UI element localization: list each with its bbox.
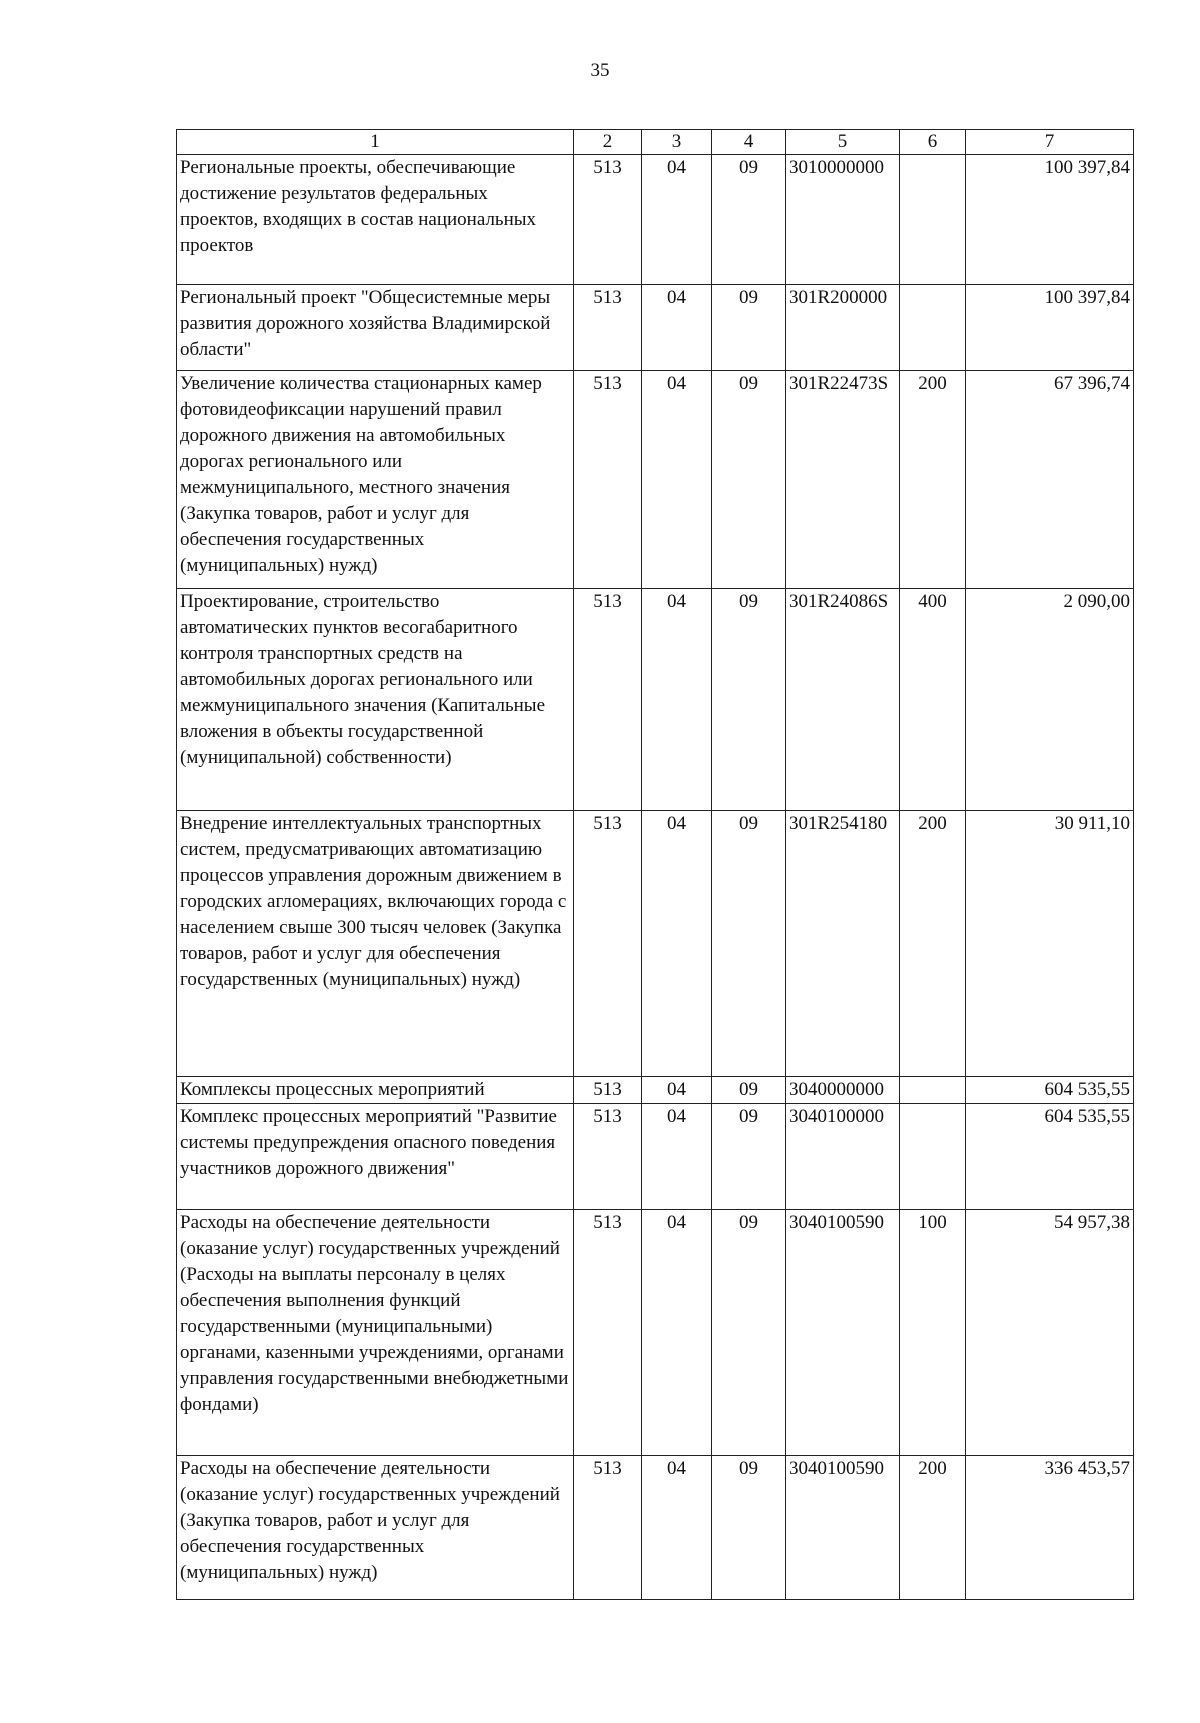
column-header: 4 (712, 130, 786, 155)
column-header: 7 (966, 130, 1134, 155)
row-sum: 30 911,10 (966, 811, 1134, 1077)
row-rz: 04 (642, 285, 712, 371)
row-vr (900, 155, 966, 285)
row-sum: 2 090,00 (966, 589, 1134, 811)
row-sum: 67 396,74 (966, 371, 1134, 589)
row-ved: 513 (574, 1077, 642, 1104)
column-header: 1 (177, 130, 574, 155)
row-ved: 513 (574, 1104, 642, 1210)
row-sum: 100 397,84 (966, 155, 1134, 285)
row-pr: 09 (712, 1456, 786, 1600)
row-name: Внедрение интеллектуальных транспортных систем, предусматривающих автоматизацию процессов управления дорожным движением в городских агломерациях, включающих города с населением свыше 300 тысяч человек (Закупка товаров, работ и услуг для обеспечения государственных (муниципальных) нужд) (177, 811, 574, 1077)
row-csr: 3040100590 (786, 1456, 900, 1600)
row-csr: 301R22473S (786, 371, 900, 589)
column-header: 6 (900, 130, 966, 155)
row-csr: 3010000000 (786, 155, 900, 285)
row-vr (900, 1077, 966, 1104)
column-number-row (177, 130, 1134, 155)
table-row (177, 285, 1134, 371)
table-row (177, 1210, 1134, 1456)
row-csr: 301R200000 (786, 285, 900, 371)
row-ved: 513 (574, 811, 642, 1077)
row-name: Увеличение количества стационарных камер фотовидеофиксации нарушений правил дорожного движения на автомобильных дорогах регионального или межмуниципального, местного значения (Закупка товаров, работ и услуг для обеспечения государственных (муниципальных) нужд) (177, 371, 574, 589)
row-pr: 09 (712, 155, 786, 285)
row-ved: 513 (574, 589, 642, 811)
row-sum: 336 453,57 (966, 1456, 1134, 1600)
row-pr: 09 (712, 285, 786, 371)
row-rz: 04 (642, 1077, 712, 1104)
row-name: Расходы на обеспечение деятельности (оказание услуг) государственных учреждений (Расходы на выплаты персоналу в целях обеспечения выполнения функций государственными (муниципальными) органами, казенными учреждениями, органами управления государственными внебюджетными фондами) (177, 1210, 574, 1456)
table-row (177, 589, 1134, 811)
row-csr: 301R24086S (786, 589, 900, 811)
row-ved: 513 (574, 155, 642, 285)
row-csr: 3040100000 (786, 1104, 900, 1210)
row-sum: 604 535,55 (966, 1104, 1134, 1210)
row-rz: 04 (642, 371, 712, 589)
row-name: Комплекс процессных мероприятий "Развитие системы предупреждения опасного поведения участников дорожного движения" (177, 1104, 574, 1210)
row-pr: 09 (712, 371, 786, 589)
table-row (177, 155, 1134, 285)
row-pr: 09 (712, 589, 786, 811)
row-name: Расходы на обеспечение деятельности (оказание услуг) государственных учреждений (Закупка товаров, работ и услуг для обеспечения государственных (муниципальных) нужд) (177, 1456, 574, 1600)
column-header: 2 (574, 130, 642, 155)
row-vr (900, 285, 966, 371)
row-pr: 09 (712, 1104, 786, 1210)
table-row (177, 1456, 1134, 1600)
row-rz: 04 (642, 1456, 712, 1600)
column-header: 3 (642, 130, 712, 155)
row-rz: 04 (642, 811, 712, 1077)
row-ved: 513 (574, 371, 642, 589)
table-row (177, 371, 1134, 589)
row-vr: 200 (900, 811, 966, 1077)
row-pr: 09 (712, 1077, 786, 1104)
table-row (177, 1077, 1134, 1104)
table-row (177, 811, 1134, 1077)
row-name: Комплексы процессных мероприятий (177, 1077, 574, 1104)
column-header: 5 (786, 130, 900, 155)
page-number: 35 (590, 60, 610, 81)
row-ved: 513 (574, 285, 642, 371)
row-sum: 604 535,55 (966, 1077, 1134, 1104)
row-vr: 200 (900, 1456, 966, 1600)
row-vr: 200 (900, 371, 966, 589)
row-vr: 400 (900, 589, 966, 811)
row-name: Региональные проекты, обеспечивающие достижение результатов федеральных проектов, входящих в состав национальных проектов (177, 155, 574, 285)
row-pr: 09 (712, 811, 786, 1077)
row-vr: 100 (900, 1210, 966, 1456)
row-sum: 100 397,84 (966, 285, 1134, 371)
row-rz: 04 (642, 1210, 712, 1456)
row-pr: 09 (712, 1210, 786, 1456)
row-ved: 513 (574, 1210, 642, 1456)
row-vr (900, 1104, 966, 1210)
row-csr: 301R254180 (786, 811, 900, 1077)
budget-table (176, 129, 1134, 1600)
table-row (177, 1104, 1134, 1210)
row-sum: 54 957,38 (966, 1210, 1134, 1456)
row-rz: 04 (642, 1104, 712, 1210)
row-ved: 513 (574, 1456, 642, 1600)
row-name: Проектирование, строительство автоматических пунктов весогабаритного контроля транспортных средств на автомобильных дорогах регионального или межмуниципального значения (Капитальные вложения в объекты государственной (муниципальной) собственности) (177, 589, 574, 811)
row-csr: 3040100590 (786, 1210, 900, 1456)
row-csr: 3040000000 (786, 1077, 900, 1104)
row-rz: 04 (642, 589, 712, 811)
row-name: Региональный проект "Общесистемные меры развития дорожного хозяйства Владимирской области" (177, 285, 574, 371)
row-rz: 04 (642, 155, 712, 285)
